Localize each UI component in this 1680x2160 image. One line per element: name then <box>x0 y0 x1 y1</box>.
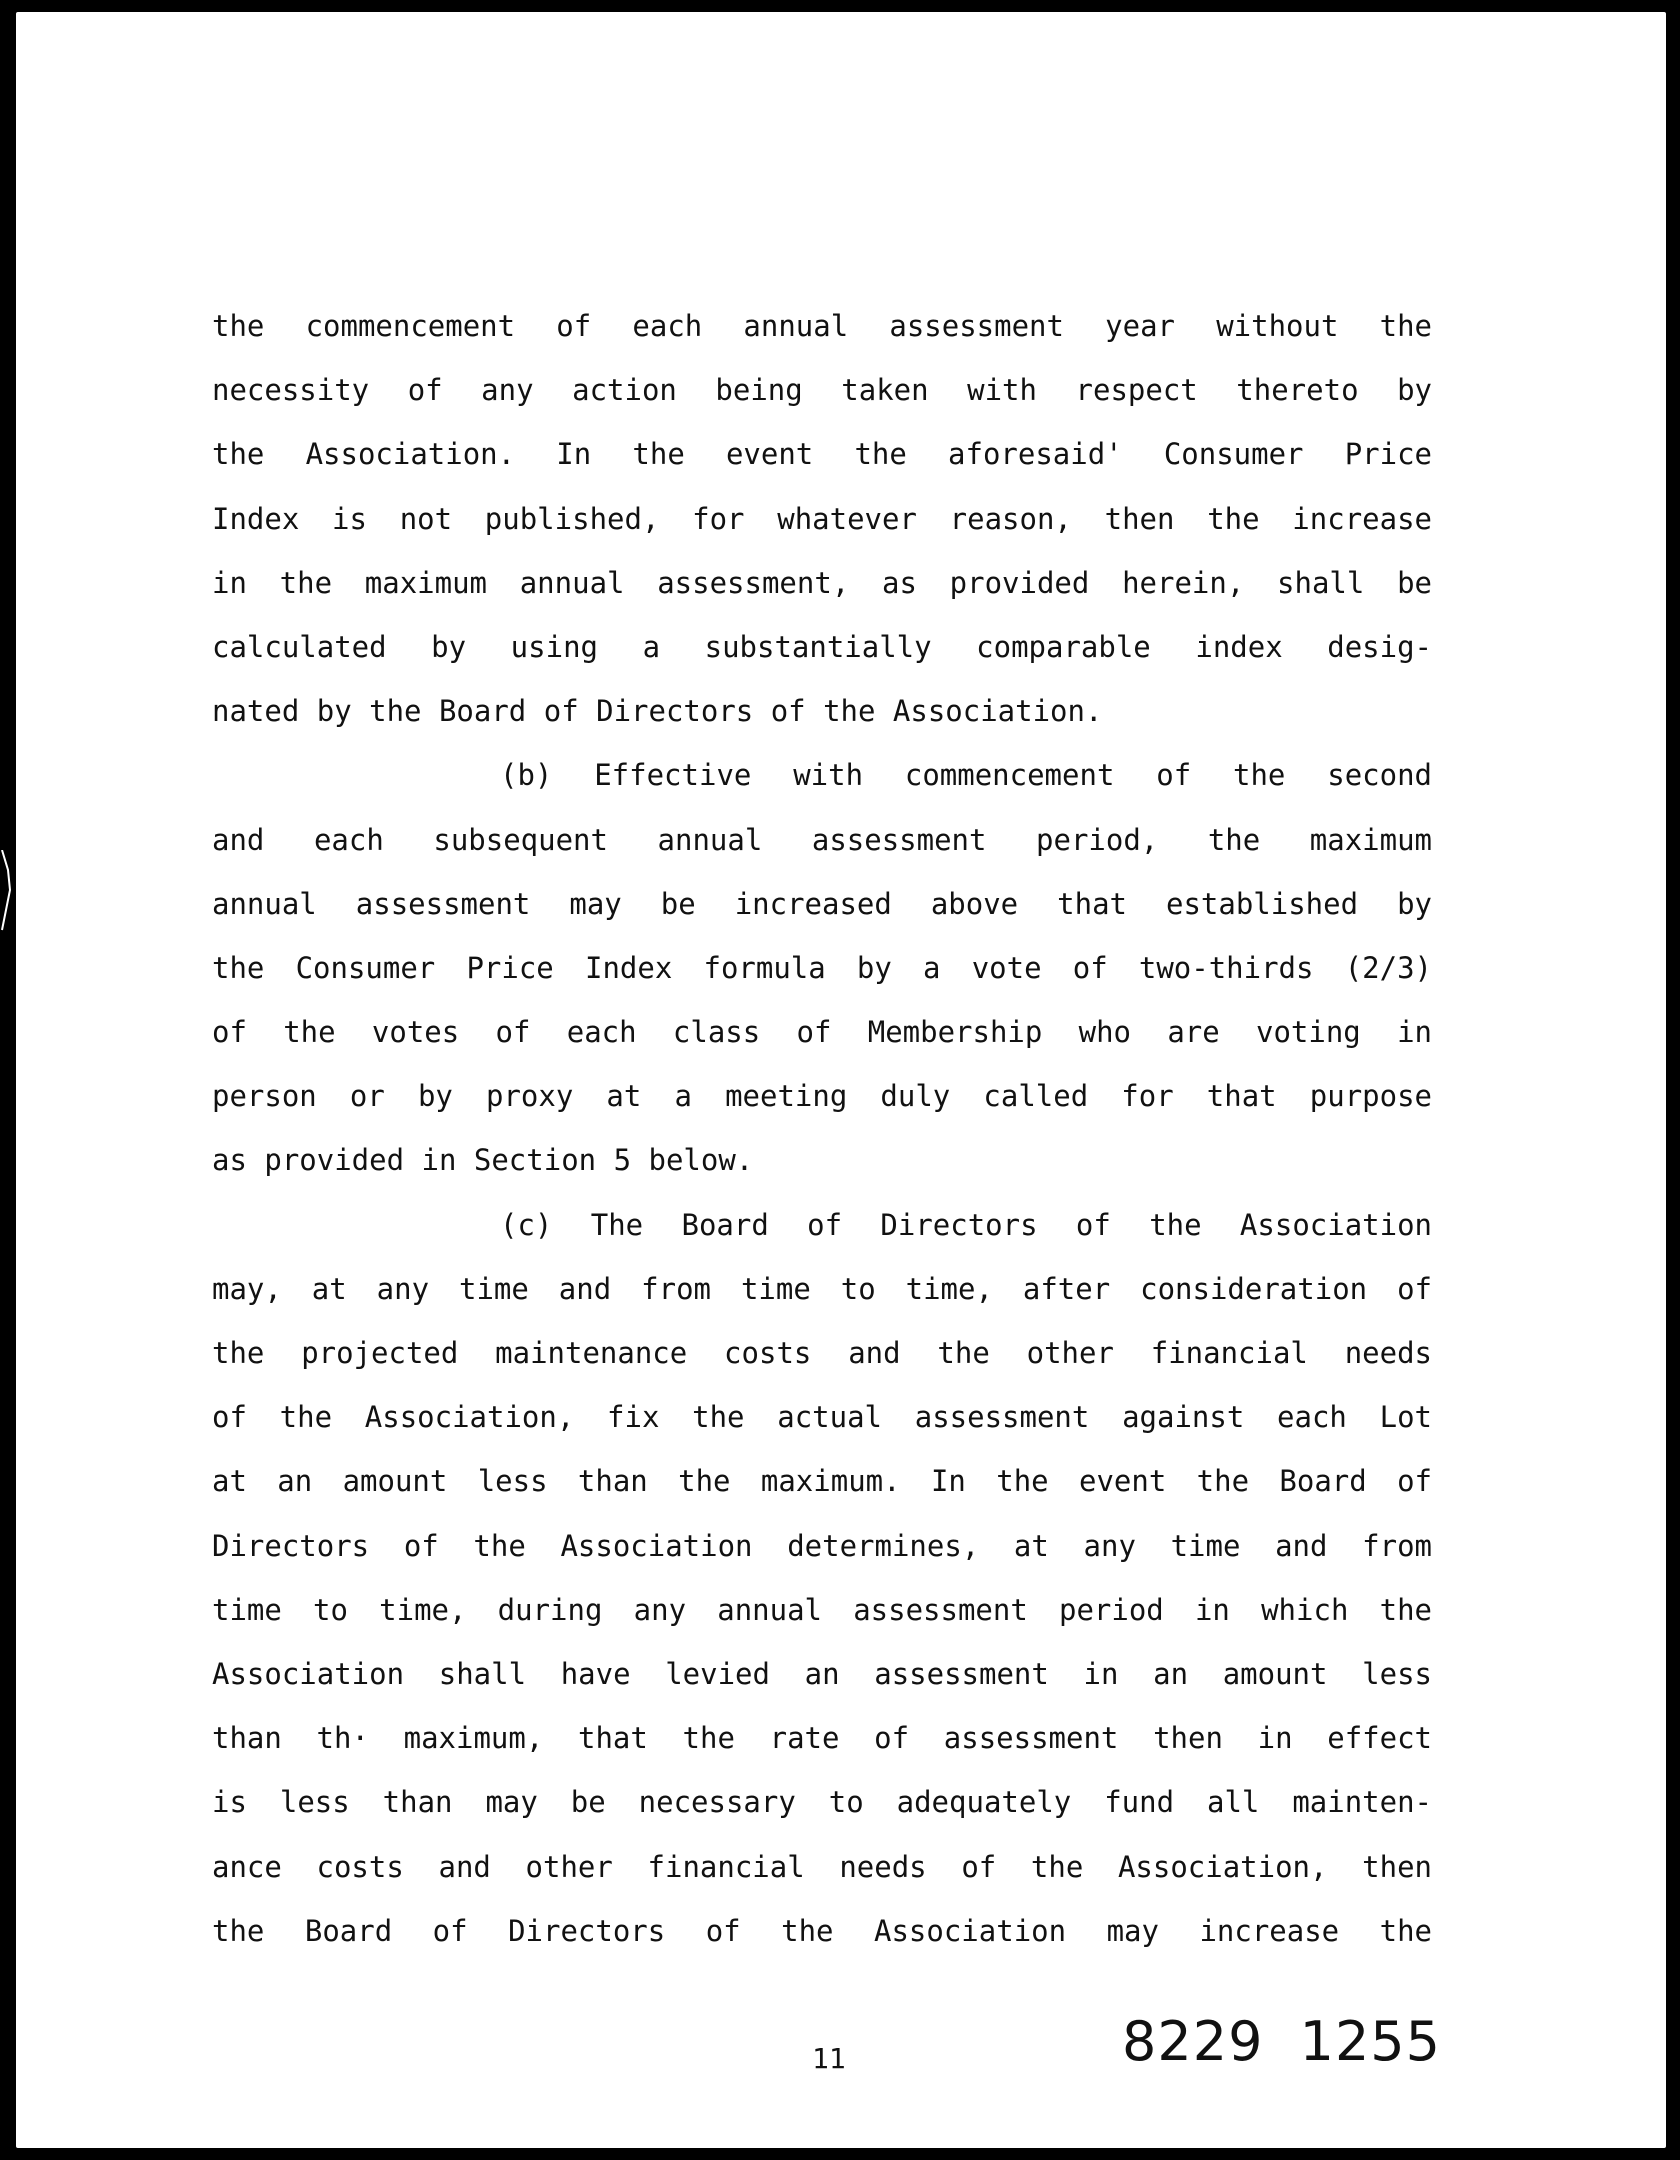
text-line: annual assessment may be increased above that established by <box>212 886 1432 921</box>
text-line: of the votes of each class of Membership who are voting in <box>212 1015 1432 1050</box>
text-line: person or by proxy at a meeting duly called for that purpose <box>212 1079 1432 1114</box>
document-code: 8229 1255 <box>1122 2010 1442 2073</box>
page-number: 11 <box>812 2042 846 2075</box>
document-page <box>16 12 1666 2148</box>
text-line: calculated by using a substantially comparable index desig- <box>212 629 1432 664</box>
text-line: than th· maximum, that the rate of assessment then in effect <box>212 1721 1432 1756</box>
text-line: Association shall have levied an assessment in an amount less <box>212 1656 1432 1691</box>
text-line: nated by the Board of Directors of the Association. <box>212 694 1103 729</box>
text-line: time to time, during any annual assessment period in which the <box>212 1592 1432 1627</box>
text-line: in the maximum annual assessment, as provided herein, shall be <box>212 565 1432 600</box>
text-line: of the Association, fix the actual assessment against each Lot <box>212 1400 1432 1435</box>
text-line: the Consumer Price Index formula by a vote of two-thirds (2/3) <box>212 950 1432 985</box>
text-line: the Association. In the event the aforesaid' Consumer Price <box>212 437 1432 472</box>
text-line: Index is not published, for whatever reason, then the increase <box>212 501 1432 536</box>
text-line: the projected maintenance costs and the other financial needs <box>212 1336 1432 1370</box>
text-line: necessity of any action being taken with respect thereto by <box>212 373 1432 408</box>
text-line: may, at any time and from time to time, after consideration of <box>212 1271 1432 1306</box>
text-line: ance costs and other financial needs of the Association, then <box>212 1849 1432 1884</box>
text-line: is less than may be necessary to adequately fund all mainten- <box>212 1785 1432 1820</box>
text-line: the commencement of each annual assessment year without the <box>212 309 1432 343</box>
paragraph-b-start: (b) Effective with commencement of the second <box>500 758 1432 793</box>
text-line: at an amount less than the maximum. In the event the Board of <box>212 1464 1432 1499</box>
text-line: Directors of the Association determines, at any time and from <box>212 1528 1432 1563</box>
body-text <box>212 294 1432 1963</box>
scan-edge-mark <box>0 850 12 970</box>
paragraph-c-start: (c) The Board of Directors of the Association <box>500 1207 1432 1242</box>
text-line: as provided in Section 5 below. <box>212 1143 754 1178</box>
text-line: and each subsequent annual assessment period, the maximum <box>212 822 1432 857</box>
text-line: the Board of Directors of the Association may increase the <box>212 1913 1432 1948</box>
